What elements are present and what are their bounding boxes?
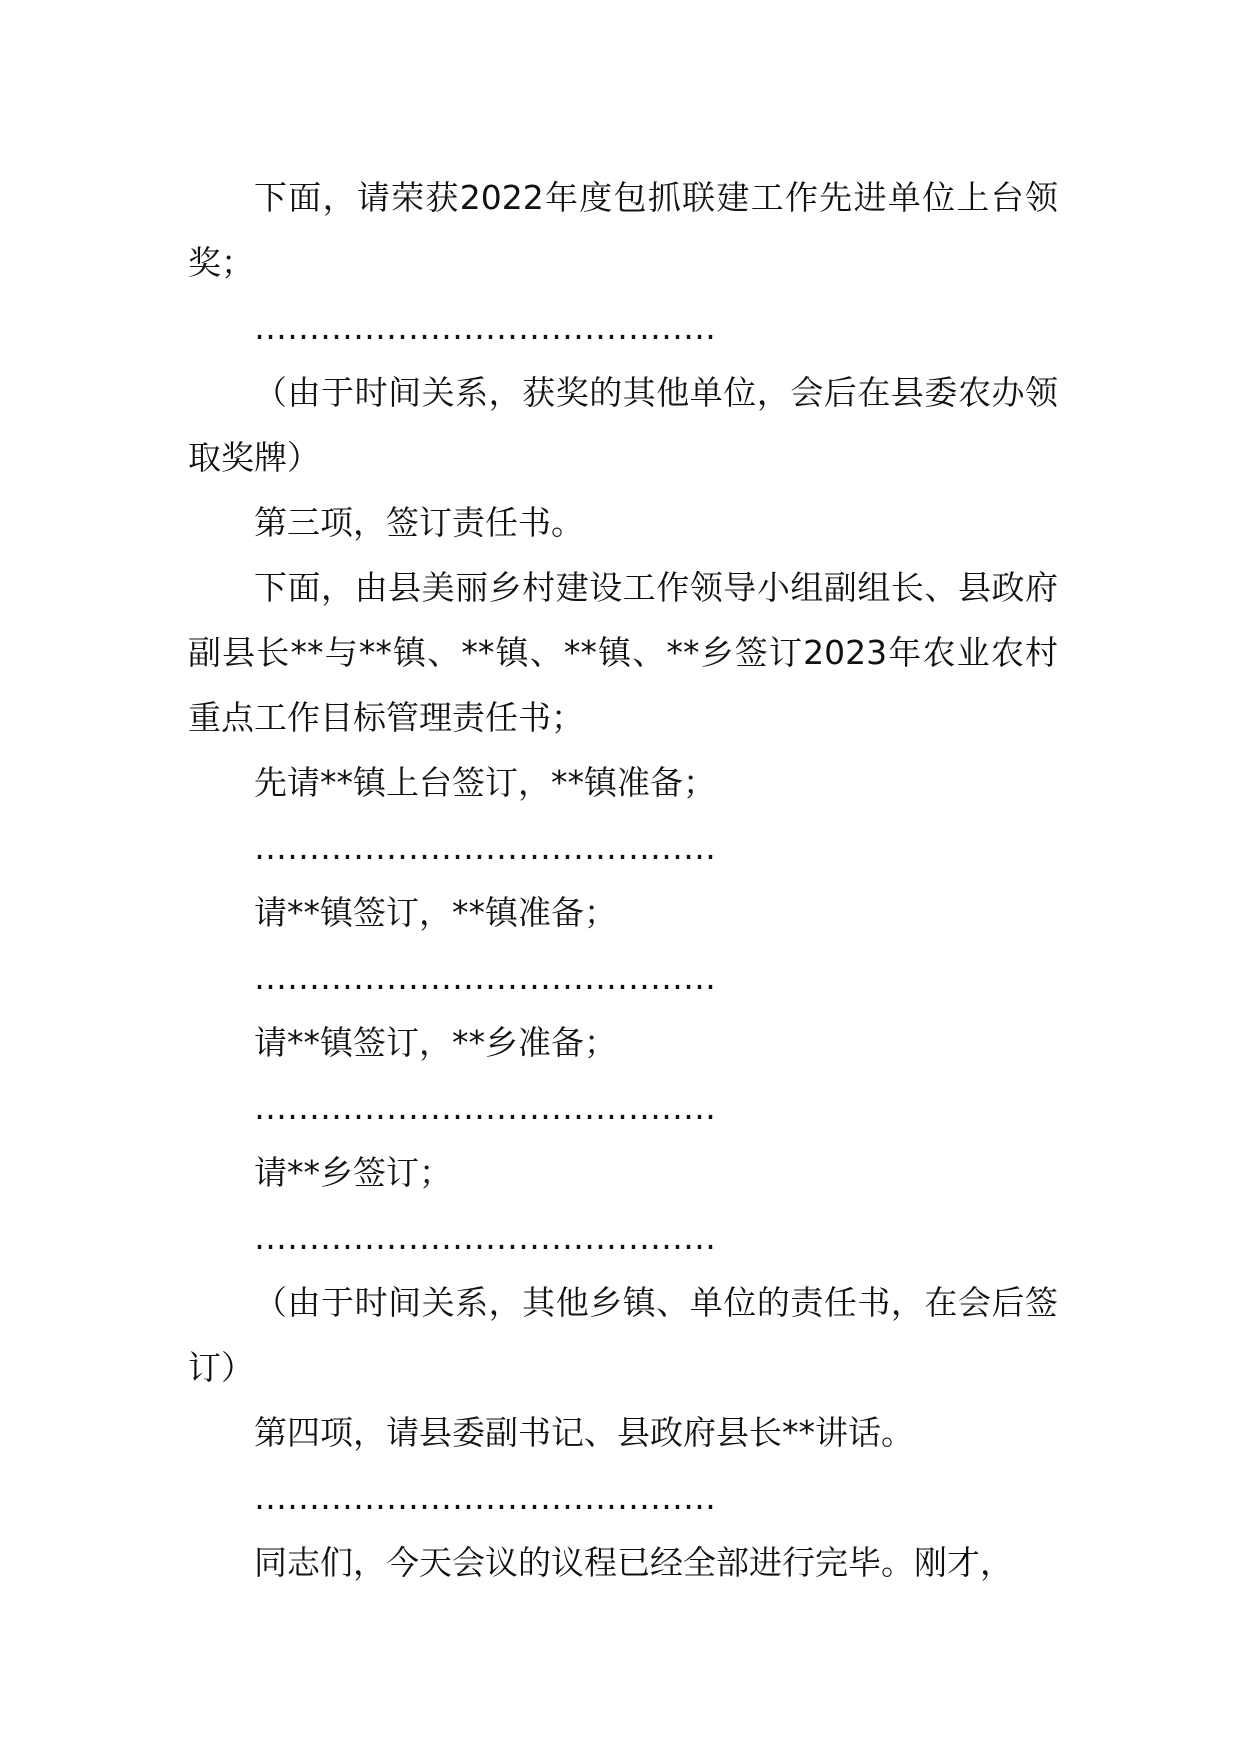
paragraph-signing-intro: 下面，由县美丽乡村建设工作领导小组副组长、县政府副县长**与**镇、**镇、**镇、**乡签订2023年农业农村重点工作目标管理责任书； [188,568,1058,737]
ellipsis-line: …………………………………… [254,828,716,867]
paragraph-signing-fourth: 请**乡签订； [254,1153,452,1192]
ellipsis-line: …………………………………… [254,1478,716,1517]
document-body [188,165,1058,1595]
ellipsis-line: …………………………………… [254,1088,716,1127]
ellipsis-line: …………………………………… [254,958,716,997]
paragraph-award-announcement: 下面，请荣获2022年度包抓联建工作先进单位上台领奖； [188,178,1058,282]
paragraph-signing-first: 先请**镇上台签订，**镇准备； [254,763,716,802]
paragraph-award-note: （由于时间关系，获奖的其他单位，会后在县委农办领取奖牌） [188,373,1058,477]
paragraph-signing-second: 请**镇签订，**镇准备； [254,893,617,932]
paragraph-item-four: 第四项，请县委副书记、县政府县长**讲话。 [254,1413,914,1452]
ellipsis-line: …………………………………… [254,1218,716,1257]
ellipsis-line: …………………………………… [254,308,716,347]
paragraph-closing: 同志们，今天会议的议程已经全部进行完毕。刚才， [254,1543,1013,1582]
paragraph-signing-note: （由于时间关系，其他乡镇、单位的责任书，在会后签订） [188,1283,1058,1387]
paragraph-signing-third: 请**镇签订，**乡准备； [254,1023,617,1062]
paragraph-item-three: 第三项，签订责任书。 [254,503,584,542]
